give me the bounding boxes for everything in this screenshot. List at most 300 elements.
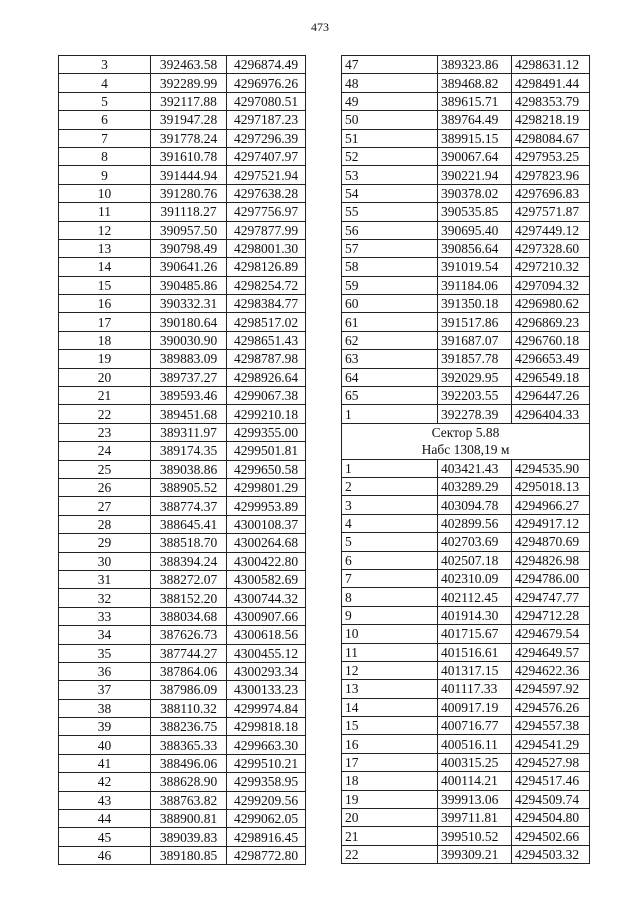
y-coordinate-cell: 4296760.18 [512,331,590,349]
x-coordinate-cell: 390856.64 [438,239,512,257]
y-coordinate-cell: 4297210.32 [512,258,590,276]
y-coordinate-cell: 4294826.98 [512,551,590,569]
y-coordinate-cell: 4297638.28 [227,184,306,202]
point-number-cell: 8 [342,588,438,606]
x-coordinate-cell: 391280.76 [151,184,227,202]
x-coordinate-cell: 392117.88 [151,92,227,110]
y-coordinate-cell: 4298126.89 [227,258,306,276]
table-row [342,735,590,753]
table-row [59,589,306,607]
y-coordinate-cell: 4299358.95 [227,773,306,791]
x-coordinate-cell: 389737.27 [151,368,227,386]
y-coordinate-cell: 4299818.18 [227,718,306,736]
point-number-cell: 12 [59,221,151,239]
y-coordinate-cell: 4297187.23 [227,111,306,129]
x-coordinate-cell: 402703.69 [438,533,512,551]
table-row [59,626,306,644]
y-coordinate-cell: 4298001.30 [227,239,306,257]
x-coordinate-cell: 389038.86 [151,460,227,478]
x-coordinate-cell: 391517.86 [438,313,512,331]
table-row [342,772,590,790]
point-number-cell: 63 [342,350,438,368]
x-coordinate-cell: 388645.41 [151,515,227,533]
section-title-row [342,423,590,441]
point-number-cell: 19 [59,350,151,368]
point-number-cell: 9 [59,166,151,184]
x-coordinate-cell: 399913.06 [438,790,512,808]
y-coordinate-cell: 4298631.12 [512,56,590,74]
x-coordinate-cell: 400114.21 [438,772,512,790]
x-coordinate-cell: 388905.52 [151,478,227,496]
x-coordinate-cell: 391687.07 [438,331,512,349]
y-coordinate-cell: 4296447.26 [512,387,590,405]
coordinates-table-right [341,55,590,864]
table-row [59,129,306,147]
table-row [59,111,306,129]
point-number-cell: 23 [59,423,151,441]
point-number-cell: 50 [342,111,438,129]
x-coordinate-cell: 388152.20 [151,589,227,607]
table-row [342,56,590,74]
y-coordinate-cell: 4298491.44 [512,74,590,92]
x-coordinate-cell: 389323.86 [438,56,512,74]
x-coordinate-cell: 390030.90 [151,331,227,349]
point-number-cell: 53 [342,166,438,184]
y-coordinate-cell: 4295018.13 [512,477,590,495]
x-coordinate-cell: 390535.85 [438,203,512,221]
table-row [342,698,590,716]
point-number-cell: 54 [342,184,438,202]
x-coordinate-cell: 388763.82 [151,791,227,809]
y-coordinate-cell: 4297080.51 [227,92,306,110]
table-row [342,753,590,771]
page-number: 473 [311,20,329,34]
y-coordinate-cell: 4294966.27 [512,496,590,514]
table-row [59,754,306,772]
table-row [59,699,306,717]
table-row [59,681,306,699]
y-coordinate-cell: 4294917.12 [512,514,590,532]
y-coordinate-cell: 4299355.00 [227,423,306,441]
x-coordinate-cell: 403421.43 [438,459,512,477]
y-coordinate-cell: 4294679.54 [512,625,590,643]
y-coordinate-cell: 4294576.26 [512,698,590,716]
y-coordinate-cell: 4299801.29 [227,478,306,496]
x-coordinate-cell: 388110.32 [151,699,227,717]
table-row [59,295,306,313]
y-coordinate-cell: 4299974.84 [227,699,306,717]
y-coordinate-cell: 4299501.81 [227,442,306,460]
point-number-cell: 21 [59,387,151,405]
point-number-cell: 7 [342,569,438,587]
x-coordinate-cell: 391444.94 [151,166,227,184]
x-coordinate-cell: 390798.49 [151,239,227,257]
y-coordinate-cell: 4297407.97 [227,147,306,165]
table-row [342,717,590,735]
point-number-cell: 46 [59,846,151,864]
coordinates-table-left [58,55,306,865]
table-row [342,313,590,331]
table-row [59,56,306,74]
point-number-cell: 55 [342,203,438,221]
sector-subtitle: Набс 1308,19 м [342,441,590,459]
y-coordinate-cell: 4297823.96 [512,166,590,184]
table-row [59,515,306,533]
table-row [59,570,306,588]
point-number-cell: 11 [342,643,438,661]
y-coordinate-cell: 4300618.56 [227,626,306,644]
table-row [342,625,590,643]
y-coordinate-cell: 4299062.05 [227,810,306,828]
table-row [342,496,590,514]
y-coordinate-cell: 4297756.97 [227,203,306,221]
point-number-cell: 44 [59,810,151,828]
table-row [59,644,306,662]
point-number-cell: 52 [342,147,438,165]
point-number-cell: 58 [342,258,438,276]
x-coordinate-cell: 400315.25 [438,753,512,771]
y-coordinate-cell: 4299210.18 [227,405,306,423]
x-coordinate-cell: 392278.39 [438,405,512,423]
point-number-cell: 12 [342,661,438,679]
point-number-cell: 38 [59,699,151,717]
point-number-cell: 7 [59,129,151,147]
point-number-cell: 62 [342,331,438,349]
y-coordinate-cell: 4297094.32 [512,276,590,294]
y-coordinate-cell: 4294557.38 [512,717,590,735]
y-coordinate-cell: 4297521.94 [227,166,306,184]
x-coordinate-cell: 388628.90 [151,773,227,791]
x-coordinate-cell: 392203.55 [438,387,512,405]
y-coordinate-cell: 4297571.87 [512,203,590,221]
y-coordinate-cell: 4298218.19 [512,111,590,129]
x-coordinate-cell: 391350.18 [438,295,512,313]
table-row [342,111,590,129]
y-coordinate-cell: 4300293.34 [227,662,306,680]
point-number-cell: 60 [342,295,438,313]
y-coordinate-cell: 4294712.28 [512,606,590,624]
point-number-cell: 41 [59,754,151,772]
y-coordinate-cell: 4294870.69 [512,533,590,551]
x-coordinate-cell: 391184.06 [438,276,512,294]
x-coordinate-cell: 401317.15 [438,661,512,679]
table-row [342,551,590,569]
x-coordinate-cell: 388774.37 [151,497,227,515]
point-number-cell: 56 [342,221,438,239]
x-coordinate-cell: 390695.40 [438,221,512,239]
table-row [59,258,306,276]
y-coordinate-cell: 4298772.80 [227,846,306,864]
table-row [59,442,306,460]
point-number-cell: 8 [59,147,151,165]
table-row [59,313,306,331]
point-number-cell: 2 [342,477,438,495]
table-row [342,809,590,827]
x-coordinate-cell: 390180.64 [151,313,227,331]
x-coordinate-cell: 388394.24 [151,552,227,570]
table-row [59,810,306,828]
x-coordinate-cell: 389174.35 [151,442,227,460]
y-coordinate-cell: 4300744.32 [227,589,306,607]
x-coordinate-cell: 389451.68 [151,405,227,423]
y-coordinate-cell: 4297953.25 [512,147,590,165]
point-number-cell: 40 [59,736,151,754]
y-coordinate-cell: 4294517.46 [512,772,590,790]
x-coordinate-cell: 387986.09 [151,681,227,699]
x-coordinate-cell: 389311.97 [151,423,227,441]
point-number-cell: 1 [342,405,438,423]
x-coordinate-cell: 389615.71 [438,92,512,110]
point-number-cell: 16 [59,295,151,313]
table-row [59,423,306,441]
table-row [342,203,590,221]
y-coordinate-cell: 4299663.30 [227,736,306,754]
point-number-cell: 49 [342,92,438,110]
table-row [59,239,306,257]
y-coordinate-cell: 4294541.29 [512,735,590,753]
point-number-cell: 9 [342,606,438,624]
table-row [59,184,306,202]
point-number-cell: 6 [59,111,151,129]
point-number-cell: 10 [342,625,438,643]
x-coordinate-cell: 387744.27 [151,644,227,662]
table-row [59,736,306,754]
table-row [342,166,590,184]
table-row [342,92,590,110]
point-number-cell: 17 [59,313,151,331]
x-coordinate-cell: 388034.68 [151,607,227,625]
point-number-cell: 37 [59,681,151,699]
y-coordinate-cell: 4298353.79 [512,92,590,110]
x-coordinate-cell: 390221.94 [438,166,512,184]
y-coordinate-cell: 4294786.00 [512,569,590,587]
point-number-cell: 24 [59,442,151,460]
table-row [342,606,590,624]
point-number-cell: 16 [342,735,438,753]
point-number-cell: 48 [342,74,438,92]
table-row [342,74,590,92]
y-coordinate-cell: 4298517.02 [227,313,306,331]
x-coordinate-cell: 399309.21 [438,845,512,863]
point-number-cell: 33 [59,607,151,625]
table-row [59,607,306,625]
table-row [342,221,590,239]
x-coordinate-cell: 400917.19 [438,698,512,716]
table-row [59,368,306,386]
point-number-cell: 61 [342,313,438,331]
point-number-cell: 43 [59,791,151,809]
point-number-cell: 13 [342,680,438,698]
y-coordinate-cell: 4294509.74 [512,790,590,808]
table-row [59,460,306,478]
table-row [59,350,306,368]
point-number-cell: 25 [59,460,151,478]
y-coordinate-cell: 4298084.67 [512,129,590,147]
table-row [342,258,590,276]
point-number-cell: 4 [59,74,151,92]
point-number-cell: 3 [59,56,151,74]
x-coordinate-cell: 389764.49 [438,111,512,129]
table-row [59,497,306,515]
x-coordinate-cell: 403094.78 [438,496,512,514]
table-row [342,129,590,147]
point-number-cell: 45 [59,828,151,846]
table-row [59,405,306,423]
table-row [59,552,306,570]
point-number-cell: 39 [59,718,151,736]
x-coordinate-cell: 401715.67 [438,625,512,643]
table-row [342,790,590,808]
table-row [59,534,306,552]
x-coordinate-cell: 402507.18 [438,551,512,569]
y-coordinate-cell: 4299510.21 [227,754,306,772]
x-coordinate-cell: 388365.33 [151,736,227,754]
y-coordinate-cell: 4299067.38 [227,387,306,405]
point-number-cell: 5 [342,533,438,551]
y-coordinate-cell: 4296653.49 [512,350,590,368]
y-coordinate-cell: 4297296.39 [227,129,306,147]
x-coordinate-cell: 391778.24 [151,129,227,147]
x-coordinate-cell: 389180.85 [151,846,227,864]
point-number-cell: 4 [342,514,438,532]
sector-title: Сектор 5.88 [342,423,590,441]
table-row [59,74,306,92]
x-coordinate-cell: 392289.99 [151,74,227,92]
x-coordinate-cell: 388518.70 [151,534,227,552]
y-coordinate-cell: 4294747.77 [512,588,590,606]
y-coordinate-cell: 4299650.58 [227,460,306,478]
x-coordinate-cell: 401117.33 [438,680,512,698]
y-coordinate-cell: 4294503.32 [512,845,590,863]
x-coordinate-cell: 391118.27 [151,203,227,221]
table-row [342,827,590,845]
y-coordinate-cell: 4299209.56 [227,791,306,809]
y-coordinate-cell: 4296874.49 [227,56,306,74]
point-number-cell: 3 [342,496,438,514]
y-coordinate-cell: 4300422.80 [227,552,306,570]
table-row [59,387,306,405]
table-row [342,295,590,313]
table-row [342,239,590,257]
x-coordinate-cell: 391857.78 [438,350,512,368]
table-row [59,478,306,496]
point-number-cell: 27 [59,497,151,515]
point-number-cell: 18 [342,772,438,790]
y-coordinate-cell: 4297877.99 [227,221,306,239]
y-coordinate-cell: 4298384.77 [227,295,306,313]
table-row [342,533,590,551]
table-row [342,331,590,349]
table-row [59,331,306,349]
point-number-cell: 35 [59,644,151,662]
x-coordinate-cell: 402112.45 [438,588,512,606]
y-coordinate-cell: 4297449.12 [512,221,590,239]
point-number-cell: 6 [342,551,438,569]
y-coordinate-cell: 4300108.37 [227,515,306,533]
y-coordinate-cell: 4298916.45 [227,828,306,846]
table-row [342,184,590,202]
x-coordinate-cell: 390378.02 [438,184,512,202]
x-coordinate-cell: 389915.15 [438,129,512,147]
y-coordinate-cell: 4294649.57 [512,643,590,661]
x-coordinate-cell: 392029.95 [438,368,512,386]
x-coordinate-cell: 388272.07 [151,570,227,588]
section-subtitle-row [342,441,590,459]
x-coordinate-cell: 389468.82 [438,74,512,92]
y-coordinate-cell: 4298926.64 [227,368,306,386]
point-number-cell: 15 [342,717,438,735]
table-row [342,661,590,679]
y-coordinate-cell: 4298254.72 [227,276,306,294]
point-number-cell: 29 [59,534,151,552]
table-row [342,387,590,405]
table-row [59,166,306,184]
x-coordinate-cell: 399711.81 [438,809,512,827]
point-number-cell: 34 [59,626,151,644]
point-number-cell: 28 [59,515,151,533]
point-number-cell: 11 [59,203,151,221]
table-row [59,828,306,846]
point-number-cell: 14 [59,258,151,276]
x-coordinate-cell: 389039.83 [151,828,227,846]
table-row [59,662,306,680]
point-number-cell: 10 [59,184,151,202]
table-row [342,643,590,661]
point-number-cell: 59 [342,276,438,294]
point-number-cell: 19 [342,790,438,808]
point-number-cell: 57 [342,239,438,257]
point-number-cell: 51 [342,129,438,147]
x-coordinate-cell: 388900.81 [151,810,227,828]
y-coordinate-cell: 4294527.98 [512,753,590,771]
point-number-cell: 5 [59,92,151,110]
x-coordinate-cell: 390957.50 [151,221,227,239]
x-coordinate-cell: 399510.52 [438,827,512,845]
y-coordinate-cell: 4294597.92 [512,680,590,698]
point-number-cell: 20 [342,809,438,827]
x-coordinate-cell: 387626.73 [151,626,227,644]
point-number-cell: 20 [59,368,151,386]
table-row [342,569,590,587]
point-number-cell: 21 [342,827,438,845]
x-coordinate-cell: 403289.29 [438,477,512,495]
x-coordinate-cell: 402310.09 [438,569,512,587]
x-coordinate-cell: 401914.30 [438,606,512,624]
x-coordinate-cell: 389593.46 [151,387,227,405]
table-row [342,845,590,863]
table-row [342,459,590,477]
point-number-cell: 32 [59,589,151,607]
y-coordinate-cell: 4294502.66 [512,827,590,845]
y-coordinate-cell: 4294622.36 [512,661,590,679]
x-coordinate-cell: 390332.31 [151,295,227,313]
point-number-cell: 30 [59,552,151,570]
y-coordinate-cell: 4298651.43 [227,331,306,349]
table-row [342,350,590,368]
point-number-cell: 13 [59,239,151,257]
y-coordinate-cell: 4300455.12 [227,644,306,662]
table-row [59,203,306,221]
y-coordinate-cell: 4296549.18 [512,368,590,386]
y-coordinate-cell: 4294535.90 [512,459,590,477]
table-row [342,588,590,606]
table-row [59,846,306,864]
y-coordinate-cell: 4300264.68 [227,534,306,552]
y-coordinate-cell: 4294504.80 [512,809,590,827]
point-number-cell: 14 [342,698,438,716]
y-coordinate-cell: 4300907.66 [227,607,306,625]
point-number-cell: 36 [59,662,151,680]
